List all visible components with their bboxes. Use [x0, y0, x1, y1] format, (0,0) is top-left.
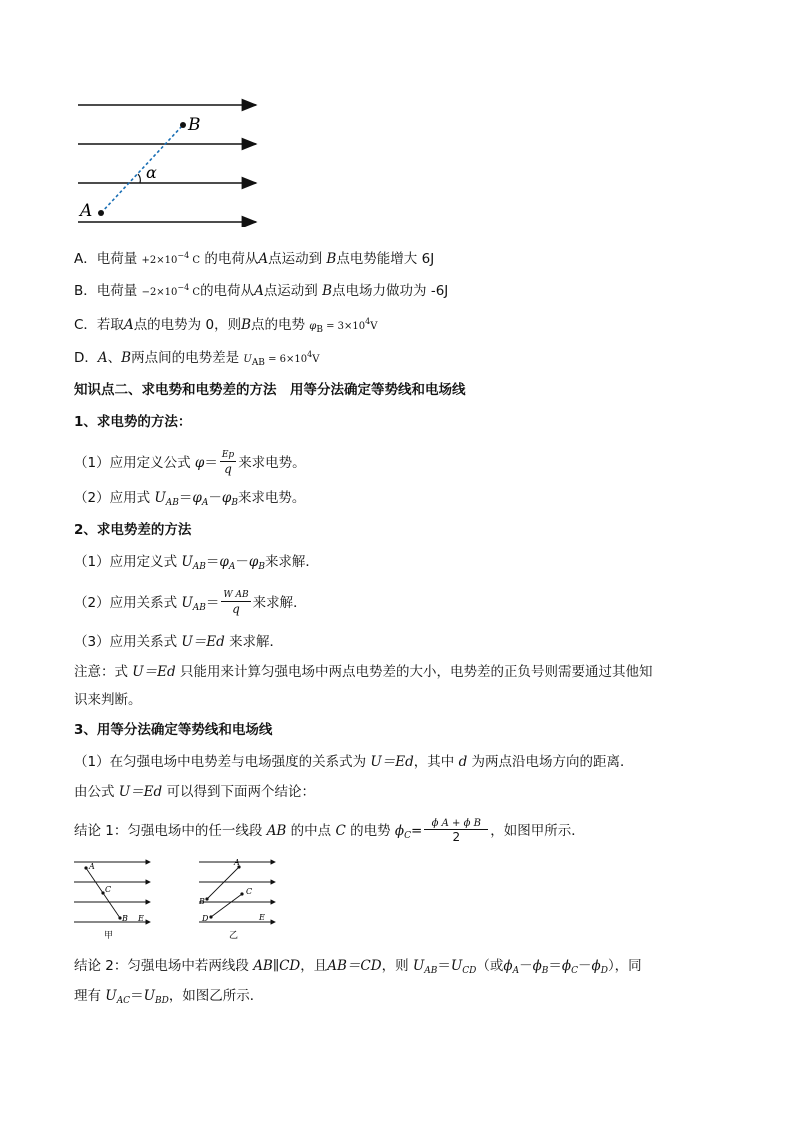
method-1: （1）应用定义公式 φ＝ $\frac{Ep}{q}$ 来求电势。 — [74, 450, 306, 476]
svg-text:D: D — [202, 914, 209, 923]
point-a — [98, 210, 104, 216]
field-diagram-top — [70, 92, 270, 227]
svg-text:A: A — [234, 858, 240, 867]
option-a: A．电荷量 $+2\times 10^{-4}$ C 的电荷从A点运动到 B点电势能增大 6J — [74, 251, 435, 267]
label-alpha: α — [146, 163, 157, 182]
label-a: A — [80, 201, 93, 221]
svg-text:E: E — [259, 913, 265, 922]
option-b: B．电荷量 $-2\times 10^{-4}$ C的电荷从A点运动到 B点电场力做功为 -6J — [74, 283, 449, 299]
diff-3: （3）应用关系式 U＝Ed 来求解． — [74, 634, 284, 650]
svg-text:C: C — [246, 887, 253, 896]
conclusion-2: 结论 2：匀强电场中若两线段 AB∥CD，且AB＝CD，则 $U_{AB}=U_{CD}$（或$\phi_A-\phi_B=\phi_C-\phi_D$），同 — [74, 958, 642, 976]
conclusion-2b: 理有 $U_{AC}=U_{BD}$，如图乙所示． — [74, 988, 264, 1006]
heading-1: 1、求电势的方法： — [74, 414, 192, 430]
note-line-2: 识来判断。 — [74, 692, 142, 708]
svg-text:A: A — [89, 862, 95, 871]
section-heading: 知识点二、求电势和电势差的方法 用等分法确定等势线和电场线 — [74, 382, 466, 398]
method-2: （2）应用式 $U_{AB}=\varphi_A-\varphi_B$来求电势。 — [74, 490, 306, 508]
diff-1: （1）应用定义式 $U_{AB}=\varphi_A-\varphi_B$来求解． — [74, 554, 319, 572]
svg-text:甲: 甲 — [104, 931, 114, 941]
note-line-1: 注意：式 U＝Ed 只能用来计算匀强电场中两点电势差的大小，电势差的正负号则需要通过其他知 — [74, 664, 653, 680]
point-b — [180, 122, 186, 128]
heading-2: 2、求电势差的方法 — [74, 522, 192, 538]
heading-3: 3、用等分法确定等势线和电场线 — [74, 722, 273, 738]
svg-text:B: B — [122, 914, 128, 923]
svg-text:C: C — [105, 885, 112, 894]
angle-arc — [138, 174, 140, 183]
svg-text:E: E — [138, 914, 144, 923]
para-2: 由公式 U＝Ed 可以得到下面两个结论： — [74, 784, 315, 800]
segment-ab — [101, 125, 183, 213]
diff-2: （2）应用关系式 $U_{AB}=$ $\frac{\text{W AB}}{q}$ 来求解． — [74, 590, 307, 616]
svg-text:B: B — [199, 897, 205, 906]
figure-yi — [197, 856, 287, 944]
figure-jia — [72, 856, 162, 944]
option-c: C．若取A点的电势为 0，则B点的电势 $\varphi_B = 3\times 10^4V$ — [74, 317, 378, 335]
option-d: D．A、B两点间的电势差是 $U_{AB} = 6\times 10^4V$ — [74, 350, 320, 368]
svg-text:乙: 乙 — [229, 931, 239, 941]
conclusion-1: 结论 1：匀强电场中的任一线段 AB 的中点 C 的电势 $\phi_C=$ $\frac{\text{ϕ A + ϕ B}}{2}$ ，如图甲所示． — [74, 818, 585, 844]
para-1: （1）在匀强电场中电势差与电场强度的关系式为 U＝Ed，其中 d 为两点沿电场方向的距离． — [74, 754, 634, 770]
label-b: B — [188, 115, 201, 135]
